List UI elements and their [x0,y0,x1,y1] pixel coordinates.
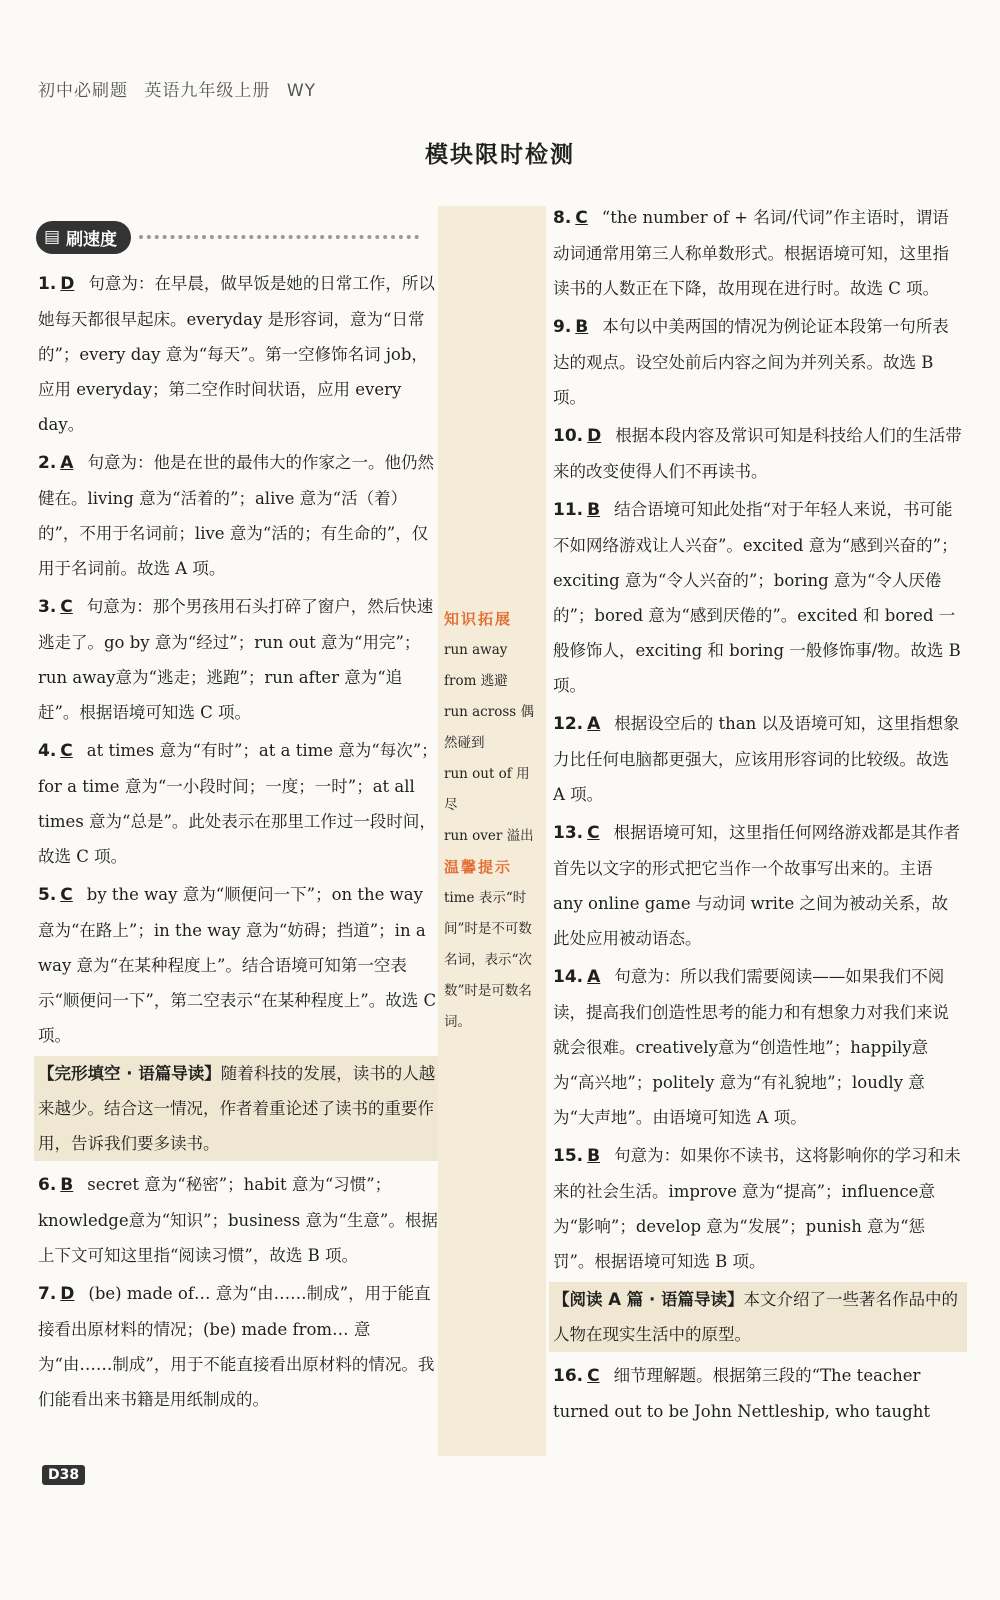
answer-item [38,1276,438,1417]
answer-item [38,589,438,730]
page-title: 模块限时检测 [425,142,575,168]
answer-item [553,1358,963,1429]
cloze-guide [34,1056,442,1161]
question-number: 5. [38,885,57,905]
question-number: 1. [38,274,57,294]
answer-item [38,1167,438,1273]
explanation-text: 句意为：他是在世的最伟大的作家之一。他仍然健在。living 意为“活着的”；alive 意为“活（着）的”，不用于名词前；live 意为“活的；有生命的”，仅用于名词前。故选 A 项。 [38,453,434,578]
sidebar [438,206,546,1456]
answer-letter: A [587,714,601,734]
answer-letter: D [60,1284,75,1304]
answer-letter: B [60,1175,74,1195]
question-number: 7. [38,1284,57,1304]
knowledge-line: run out of 用尽 [444,766,530,813]
reading-guide-caption: 【阅读 A 篇 · 语篇导读】 [553,1290,744,1309]
explanation-text: 根据设空后的 than 以及语境可知，这里指想象力比任何电脑都更强大，应该用形容词的比较级。故选 A 项。 [553,714,960,804]
explanation-text: 句意为：在早晨，做早饭是她的日常工作，所以她每天都很早起床。everyday 是形容词，意为“日常的”；every day 意为“每天”。第一空修饰名词 job，应用 everyday；第二空作时间状语，应用 every day。 [38,274,435,434]
question-number: 15. [553,1146,584,1166]
answer-item [553,959,963,1135]
subject-name: 英语九年级上册 [144,81,271,101]
explanation-text: 句意为：那个男孩用石头打碎了窗户，然后快速逃走了。go by 意为“经过”；run out 意为“用完”；run away意为“逃走；逃跑”；run after 意为“追赶”。根据语境可知选 C 项。 [38,597,434,722]
answer-item [553,1138,963,1279]
answer-letter: A [60,453,74,473]
book-icon: ▤ [44,227,61,247]
answer-letter: D [587,426,602,446]
answer-item [553,200,963,306]
answer-item [553,309,963,415]
tip-text: time 表示“时间”时是不可数名词，表示“次数”时是可数名词。 [444,890,532,1030]
question-number: 12. [553,714,584,734]
question-number: 8. [553,208,572,228]
knowledge-line: run away from 逃避 [444,642,508,689]
badge-label: 刷速度 [66,229,118,250]
answer-letter: B [575,317,589,337]
cloze-guide-caption: 【完形填空 · 语篇导读】 [38,1064,221,1083]
knowledge-line: run across 偶然碰到 [444,704,534,751]
answer-letter: B [587,500,601,520]
answer-item [553,418,963,489]
running-header [38,76,326,101]
right-column [553,200,963,1432]
question-number: 13. [553,823,584,843]
question-number: 9. [553,317,572,337]
answer-item [38,266,438,442]
explanation-text: secret 意为“秘密”；habit 意为“习惯”；knowledge意为“知识”；business 意为“生意”。根据上下文可知这里指“阅读习惯”，故选 B 项。 [38,1175,438,1265]
reading-guide [549,1282,967,1352]
section-badge [36,218,419,256]
explanation-text: “the number of + 名词/代词”作主语时，谓语动词通常用第三人称单数形式。根据语境可知，这里指读书的人数正在下降，故用现在进行时。故选 C 项。 [553,208,949,298]
explanation-text: at times 意为“有时”；at a time 意为“每次”；for a time 意为“一小段时间；一度；一时”；at all times 意为“总是”。此处表示在那里工作过一段时间，故选 C 项。 [38,741,438,866]
answer-item [553,815,963,956]
question-number: 6. [38,1175,57,1195]
explanation-text: 句意为：所以我们需要阅读——如果我们不阅读，提高我们创造性思考的能力和有想象力对我们来说就会很难。creatively意为“创造性地”；happily意为“高兴地”；politely 意为“有礼貌地”；loudly 意为“大声地”。由语境可知选 A 项。 [553,967,949,1127]
answer-letter: C [575,208,588,228]
answer-letter: B [587,1146,601,1166]
answer-item [38,877,438,1053]
explanation-text: (be) made of… 意为“由……制成”，用于能直接看出原材料的情况；(be) made from… 意为“由……制成”，用于不能直接看出原材料的情况。我们能看出来书籍是用纸制成的。 [38,1284,435,1409]
cloze-guide-text: 随着科技的发展，读书的人越来越少。结合这一情况，作者着重论述了读书的重要作用，告诉我们要多读书。 [38,1064,436,1153]
answer-item [553,492,963,703]
page-number: D38 [42,1465,85,1485]
explanation-text: 结合语境可知此处指“对于年轻人来说，书可能不如网络游戏让人兴奋”。excited 意为“感到兴奋的”；exciting 意为“令人兴奋的”；boring 意为“令人厌倦的”；bored 意为“感到厌倦的”。excited 和 bored 一般修饰人，exciting 和 boring 一般修饰事/物。故选 B 项。 [553,500,961,695]
explanation-text: 根据本段内容及常识可知是科技给人们的生活带来的改变使得人们不再读书。 [553,426,962,481]
knowledge-line: run over 溢出 [444,828,534,844]
question-number: 4. [38,741,57,761]
question-number: 14. [553,967,584,987]
answer-item [553,706,963,812]
dotted-divider [139,235,419,239]
question-number: 16. [553,1366,584,1386]
reading-guide-text: 本文介绍了一些著名作品中的人物在现实生活中的原型。 [553,1290,959,1344]
explanation-text: 句意为：如果你不读书，这将影响你的学习和未来的社会生活。improve 意为“提高”；influence意为“影响”；develop 意为“发展”；punish 意为“惩罚”。根据语境可知选 B 项。 [553,1146,961,1271]
answer-letter: C [60,741,73,761]
question-number: 10. [553,426,584,446]
answer-letter: C [60,885,73,905]
tip-heading: 温馨提示 [444,858,513,876]
answer-letter: C [587,1366,600,1386]
explanation-text: 本句以中美两国的情况为例论证本段第一句所表达的观点。设空处前后内容之间为并列关系。故选 B 项。 [553,317,949,407]
explanation-text: by the way 意为“顺便问一下”；on the way 意为“在路上”；in the way 意为“妨碍；挡道”；in a way 意为“在某种程度上”。结合语境可知第一空表示“顺便问一下”，第二空表示“在某种程度上”。故选 C 项。 [38,885,437,1045]
knowledge-heading: 知识拓展 [444,610,513,628]
edition-code: WY [286,81,317,101]
question-number: 11. [553,500,584,520]
question-number: 2. [38,453,57,473]
answer-item [38,733,438,874]
question-number: 3. [38,597,57,617]
answer-letter: C [60,597,73,617]
book-name: 初中必刷题 [38,81,128,101]
explanation-text: 细节理解题。根据第三段的“The teacher turned out to be John Nettleship, who taught [553,1366,930,1421]
answer-letter: A [587,967,601,987]
answer-letter: C [587,823,600,843]
explanation-text: 根据语境可知，这里指任何网络游戏都是其作者首先以文字的形式把它当作一个故事写出来的。主语 any online game 与动词 write 之间为被动关系，故此处应用被动语态。 [553,823,961,948]
left-column [38,266,438,1420]
answer-letter: D [60,274,75,294]
badge-pill [36,221,131,254]
answer-item [38,445,438,586]
